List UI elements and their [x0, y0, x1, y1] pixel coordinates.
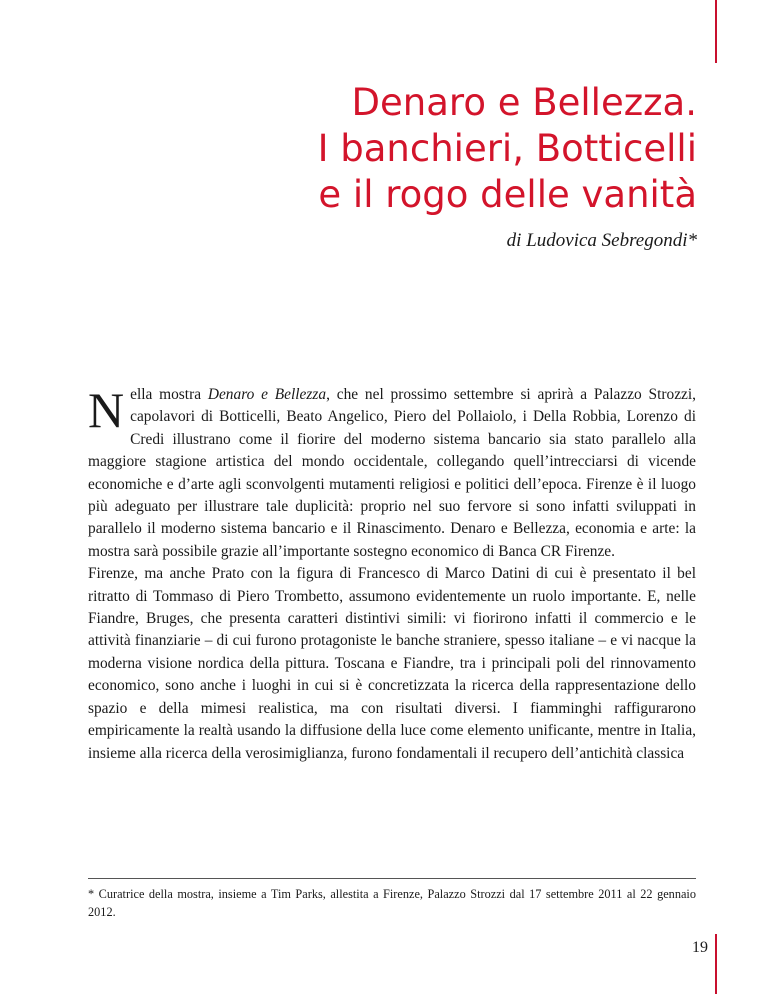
title-line-2: I banchieri, Botticelli	[317, 127, 697, 170]
drop-cap: N	[88, 382, 125, 438]
footnote-divider	[88, 878, 696, 879]
title-line-1: Denaro e Bellezza.	[351, 81, 697, 124]
paragraph-1-rest: , che nel prossimo settembre si aprirà a Palazzo Strozzi, capolavori di Botticelli, Beato Angelico, Piero del Pollaiolo, i Della Robbia, Lorenzo di Credi illustrano come il fiorire del moderno sistema bancario sia stato parallelo alla maggiore stagione artistica del mondo occidentale, collegando quell’intrecciarsi di vicende economiche e d’arte agli sconvolgenti mutamenti religiosi e politici dell’epoca. Firenze è il luogo più adeguato per illustrare tale duplicità: proprio nel suo fervore si sono infatti sviluppati in parallelo il moderno sistema bancario e il Rinascimento. Denaro e Bellezza, economia e arte: la mostra sarà possibile grazie all’importante sostegno economico di Banca CR Firenze.	[88, 386, 696, 560]
page-edge-marker-top	[715, 0, 717, 63]
footnote: * Curatrice della mostra, insieme a Tim Parks, allestita a Firenze, Palazzo Strozzi dal 17 settembre 2011 al 22 gennaio 2012.	[88, 887, 696, 919]
page-number: 19	[692, 939, 708, 956]
paragraph-1-intro: ella mostra	[130, 386, 208, 403]
article-author: di Ludovica Sebregondi*	[506, 230, 697, 251]
exhibition-title-italic: Denaro e Bellezza	[207, 386, 327, 403]
page-edge-marker-bottom	[715, 934, 717, 994]
article-body	[88, 384, 696, 765]
article-title	[217, 80, 697, 218]
paragraph-2: Firenze, ma anche Prato con la figura di Francesco di Marco Datini di cui è presentato il bel ritratto di Tommaso di Piero Trombetto, assumono evidentemente un ruolo importante. E, nelle Fiandre, Bruges, che presenta caratteri distintivi simili: vi fiorirono infatti il commercio e le attività finanziarie – di cui furono protagoniste le banche straniere, spesso italiane – e vi nacque la moderna visione nordica della pittura. Toscana e Fiandre, tra i principali poli del rinnovamento economico, sono anche i luoghi in cui si è concretizzata la ricerca della rappresentazione dello spazio e della mimesi realistica, ma con risultati diversi. I fiamminghi raffigurarono empiricamente la realtà usando la diffusione della luce come elemento unificante, mentre in Italia, insieme alla ricerca della verosimiglianza, furono fondamentali il recupero dell’antichità classica	[88, 565, 696, 762]
title-line-3: e il rogo delle vanità	[318, 173, 697, 216]
paragraph-1	[88, 384, 696, 563]
